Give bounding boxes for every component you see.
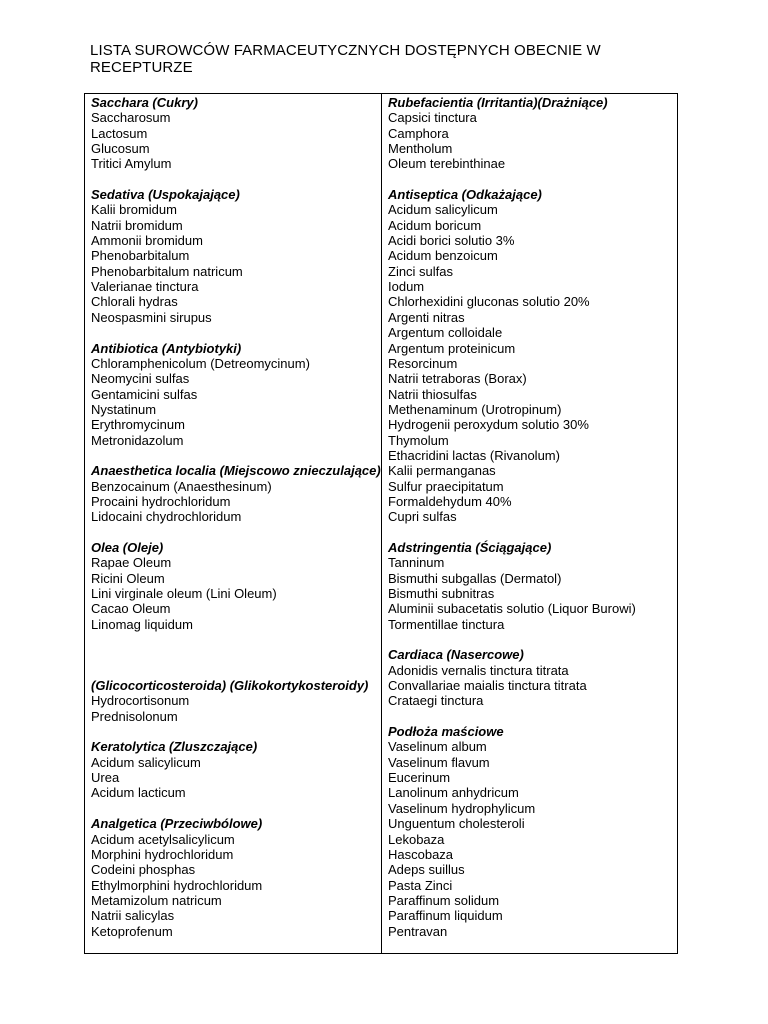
substance-item: Adonidis vernalis tinctura titrata <box>388 662 569 678</box>
substance-item: Ammonii bromidum <box>91 233 203 249</box>
category-heading: Adstringentia (Ściągające) <box>388 539 552 555</box>
substance-item: Argentum proteinicum <box>388 340 516 356</box>
substance-item: Natrii bromidum <box>91 217 183 233</box>
substance-item: Valerianae tinctura <box>91 279 199 295</box>
substance-item: Hydrocortisonum <box>91 693 190 709</box>
substance-item: Kalii bromidum <box>91 202 177 218</box>
category-section <box>388 724 677 939</box>
category-heading: Podłoża maściowe <box>388 724 504 740</box>
category-heading: Antiseptica (Odkażające) <box>388 187 542 203</box>
substance-item: Lini virginale oleum (Lini Oleum) <box>91 586 277 601</box>
substance-item: Hascobaza <box>388 846 454 862</box>
substance-item: Morphini hydrochloridum <box>91 846 234 862</box>
substance-item: Phenobarbitalum natricum <box>91 263 243 279</box>
substance-item: Iodum <box>388 279 425 295</box>
category-section <box>91 95 381 172</box>
substance-item: Lidocaini chydrochloridum <box>91 509 242 525</box>
substance-item: Sulfur praecipitatum <box>388 478 504 494</box>
category-heading: Cardiaca (Nasercowe) <box>388 647 524 663</box>
substance-item: Prednisolonum <box>91 708 178 724</box>
substance-item: Procaini hydrochloridum <box>91 493 231 509</box>
substance-item: Thymolum <box>388 432 449 448</box>
substance-item: Bismuthi subnitras <box>388 586 495 601</box>
substance-item: Acidum boricum <box>388 217 482 233</box>
substance-item: Chlorhexidini gluconas solutio 20% <box>388 294 590 310</box>
substance-item: Neospasmini sirupus <box>91 309 212 325</box>
substance-item: Glucosum <box>91 141 150 157</box>
substance-item: Nystatinum <box>91 401 157 417</box>
substance-item: Resorcinum <box>388 355 458 371</box>
category-section <box>388 647 677 708</box>
substance-item: Benzocainum (Anaesthesinum) <box>91 478 272 494</box>
substance-item: Zinci sulfas <box>388 263 454 279</box>
substance-item: Phenobarbitalum <box>91 248 190 264</box>
category-section <box>91 341 381 448</box>
document-title: LISTA SUROWCÓW FARMACEUTYCZNYCH DOSTĘPNYCH OBECNIE W RECEPTURZE <box>90 42 601 76</box>
substance-item: Natrii tetraboras (Borax) <box>388 371 527 387</box>
substance-item: Vaselinum flavum <box>388 754 490 770</box>
substance-item: Adeps suillus <box>388 862 465 878</box>
substance-item: Acidum salicylicum <box>91 754 201 770</box>
substance-item: Bismuthi subgallas (Dermatol) <box>388 570 562 586</box>
category-heading: Sedativa (Uspokajające) <box>91 187 240 203</box>
substance-item: Crataegi tinctura <box>388 693 484 709</box>
category-heading: Analgetica (Przeciwbólowe) <box>91 816 263 832</box>
substance-item: Mentholum <box>388 141 453 157</box>
substance-item: Rapae Oleum <box>91 555 172 571</box>
blank-space <box>91 647 381 678</box>
substance-item: Pentravan <box>388 923 448 939</box>
substance-item: Aluminii subacetatis solutio (Liquor Burowi) <box>388 601 636 617</box>
substance-item: Vaselinum hydrophylicum <box>388 800 536 816</box>
left-column <box>85 94 382 953</box>
substance-item: Natrii salicylas <box>91 908 175 924</box>
substance-item: Ethacridini lactas (Rivanolum) <box>388 447 560 463</box>
substance-item: Gentamicini sulfas <box>91 386 198 402</box>
substance-item: Paraffinum solidum <box>388 892 500 908</box>
category-section <box>91 739 381 800</box>
substance-item: Hydrogenii peroxydum solutio 30% <box>388 417 589 433</box>
substance-item: Ricini Oleum <box>91 570 165 586</box>
substance-item: Lactosum <box>91 125 148 141</box>
category-section <box>388 187 677 525</box>
substance-item: Ethylmorphini hydrochloridum <box>91 877 263 893</box>
substance-item: Argenti nitras <box>388 309 465 325</box>
substance-item: Acidum lacticum <box>91 785 186 801</box>
substances-table <box>84 93 678 954</box>
category-section <box>91 187 381 325</box>
substance-item: Methenaminum (Urotropinum) <box>388 401 562 417</box>
substance-item: Neomycini sulfas <box>91 371 190 387</box>
substance-item: Ketoprofenum <box>91 923 173 939</box>
substance-item: Metronidazolum <box>91 432 184 448</box>
substance-item: Acidum acetylsalicylicum <box>91 831 235 847</box>
substance-item: Vaselinum album <box>388 739 487 755</box>
substance-item: Capsici tinctura <box>388 110 477 126</box>
substance-item: Formaldehydum 40% <box>388 493 512 509</box>
category-heading: Anaesthetica localia (Miejscowo znieczulające) <box>91 463 381 479</box>
substance-item: Pasta Zinci <box>388 877 453 893</box>
substance-item: Camphora <box>388 125 449 141</box>
category-section <box>91 816 381 939</box>
substance-item: Metamizolum natricum <box>91 892 222 908</box>
substance-item: Cacao Oleum <box>91 601 171 617</box>
substance-item: Acidi borici solutio 3% <box>388 233 515 249</box>
substance-item: Urea <box>91 770 120 786</box>
substance-item: Lekobaza <box>388 831 445 847</box>
substance-item: Oleum terebinthinae <box>388 156 506 172</box>
category-heading: Keratolytica (Zluszczające) <box>91 739 258 755</box>
substance-item: Tritici Amylum <box>91 156 172 172</box>
substance-item: Kalii permanganas <box>388 463 496 479</box>
substance-item: Tanninum <box>388 555 445 571</box>
category-heading: Sacchara (Cukry) <box>91 95 198 110</box>
substance-item: Chloramphenicolum (Detreomycinum) <box>91 355 310 371</box>
substance-item: Acidum benzoicum <box>388 248 498 264</box>
category-heading: Antibiotica (Antybiotyki) <box>91 340 242 356</box>
substance-item: Erythromycinum <box>91 417 185 433</box>
category-section <box>91 463 381 524</box>
substance-item: Convallariae maialis tinctura titrata <box>388 678 587 694</box>
substance-item: Eucerinum <box>388 770 451 786</box>
substance-item: Acidum salicylicum <box>388 202 498 218</box>
substance-item: Codeini phosphas <box>91 862 196 878</box>
right-column <box>382 94 677 953</box>
substance-item: Saccharosum <box>91 110 171 126</box>
substance-item: Cupri sulfas <box>388 509 457 525</box>
substance-item: Natrii thiosulfas <box>388 386 477 402</box>
category-section <box>91 678 381 724</box>
substance-item: Tormentillae tinctura <box>388 616 505 632</box>
category-section <box>388 95 677 172</box>
substance-item: Linomag liquidum <box>91 616 193 632</box>
category-heading: Olea (Oleje) <box>91 539 164 555</box>
substance-item: Lanolinum anhydricum <box>388 785 519 801</box>
substance-item: Argentum colloidale <box>388 325 503 341</box>
category-section <box>388 540 677 632</box>
category-section <box>91 540 381 632</box>
substance-item: Chlorali hydras <box>91 294 178 310</box>
substance-item: Unguentum cholesteroli <box>388 816 525 832</box>
category-heading: (Glicocorticosteroida) (Glikokortykosteroidy) <box>91 678 369 694</box>
substance-item: Paraffinum liquidum <box>388 908 503 924</box>
category-heading: Rubefacientia (Irritantia)(Drażniące) <box>388 95 608 110</box>
